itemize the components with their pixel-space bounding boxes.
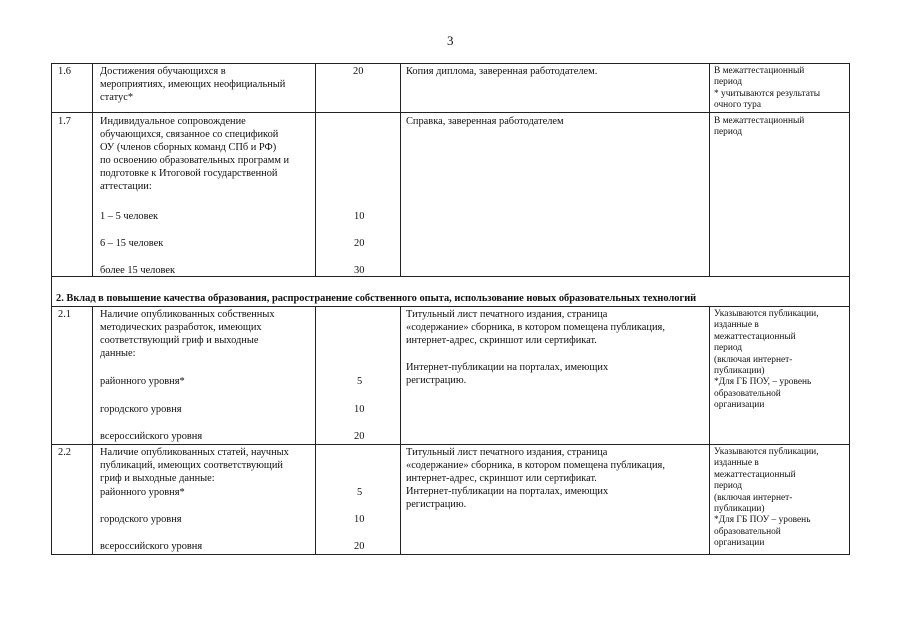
criterion-text: Достижения обучающихся в мероприятиях, имеющих неофициальный статус*	[100, 66, 286, 103]
score-value: 5	[357, 376, 363, 387]
document-text: Титульный лист печатного издания, страница «содержание» сборника, в котором помещена публикация, интернет-адрес, скриншот или сертификат.	[406, 309, 665, 346]
criterion-text: Наличие опубликованных собственных методических разработок, имеющих соответствующий гриф и выходные данные:	[100, 309, 275, 359]
level-label: всероссийского уровня	[100, 541, 203, 552]
document-text: Справка, заверенная работодателем	[406, 116, 564, 127]
score-value: 30	[354, 265, 365, 276]
col-divider	[400, 64, 401, 276]
level-label: городского уровня	[100, 404, 182, 415]
row-number: 2.2	[58, 447, 71, 458]
criterion-text: Индивидуальное сопровождение обучающихся, связанное со спецификой ОУ (членов сборных команд СПб и РФ) по освоению образовательных программ и подготовке к Итоговой государственной аттестации:	[100, 116, 290, 192]
score-value: 20	[354, 431, 365, 442]
level-label: районного уровня*	[100, 487, 185, 498]
page-number: 3	[447, 33, 454, 48]
row-divider	[52, 444, 849, 445]
level-label: городского уровня	[100, 514, 182, 525]
col-divider	[709, 306, 710, 554]
criteria-table	[51, 63, 850, 555]
criterion-text: Наличие опубликованных статей, научных публикаций, имеющих соответствующий гриф и выходные данные:	[100, 447, 289, 484]
score-value: 10	[354, 211, 365, 222]
col-divider	[400, 306, 401, 554]
score-value: 20	[354, 541, 365, 552]
section-heading: 2. Вклад в повышение качества образования, распространение собственного опыта, использование новых образовательных технологий	[56, 293, 697, 304]
row-number: 1.7	[58, 116, 71, 127]
score-value: 20	[353, 66, 364, 77]
level-label: всероссийского уровня	[100, 431, 203, 442]
score-value: 20	[354, 238, 365, 249]
score-value: 5	[357, 487, 363, 498]
level-label: районного уровня*	[100, 376, 185, 387]
row-divider	[52, 112, 849, 113]
col-divider	[92, 64, 93, 276]
row-number: 2.1	[58, 309, 71, 320]
score-value: 10	[354, 514, 365, 525]
note-text: Указываются публикации, изданные в межаттестационный период (включая интернет- публикации) *Для ГБ ПОУ – уровень образовательной организации	[714, 447, 819, 549]
row-number: 1.6	[58, 66, 71, 77]
col-divider	[92, 306, 93, 554]
level-label: 6 – 15 человек	[100, 238, 164, 249]
row-divider	[52, 306, 849, 307]
level-label: более 15 человек	[100, 265, 176, 276]
col-divider	[315, 306, 316, 554]
score-value: 10	[354, 404, 365, 415]
level-label: 1 – 5 человек	[100, 211, 159, 222]
document-text: Копия диплома, заверенная работодателем.	[406, 66, 598, 77]
note-text: В межаттестационный период	[714, 116, 805, 138]
note-text: Указываются публикации, изданные в межаттестационный период (включая интернет- публикации) *Для ГБ ПОУ, – уровень образовательной организации	[714, 309, 819, 411]
document-text: Интернет-публикации на порталах, имеющих регистрацию.	[406, 362, 609, 386]
note-text: В межаттестационный период * учитываются результаты очного тура	[714, 66, 821, 111]
col-divider	[709, 64, 710, 276]
col-divider	[315, 64, 316, 276]
document-text: Титульный лист печатного издания, страница «содержание» сборника, в котором помещена публикация, интернет-адрес, скриншот или сертификат. Интернет-публикации на порталах, имеющих регистрацию.	[406, 447, 665, 510]
